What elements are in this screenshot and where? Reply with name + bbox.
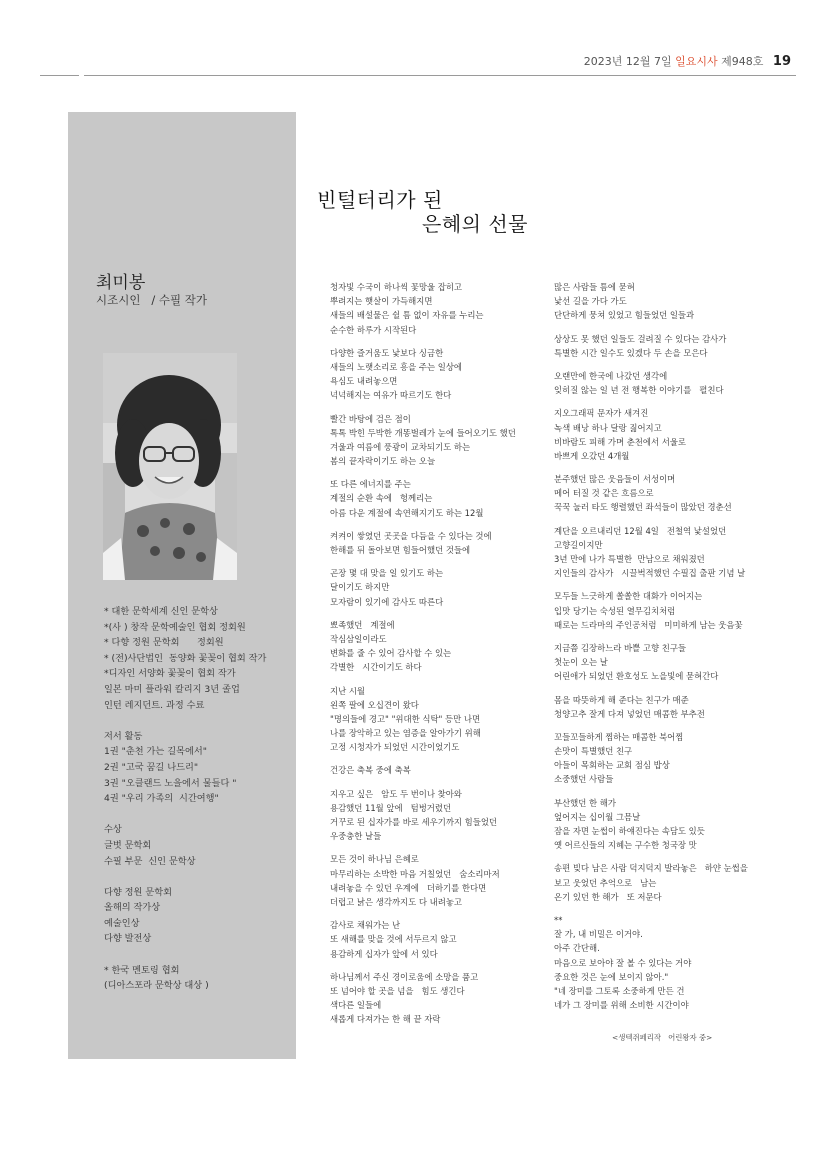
- poem-line: 중요한 것은 눈에 보이지 않아.": [554, 971, 669, 982]
- profile-line: * 대한 문학세계 신인 문학상: [104, 606, 218, 617]
- profile-line: *(사 ) 창작 문학예술인 협회 정회원: [104, 621, 246, 633]
- poem-line: 한해를 뒤 돌아보면 힘들어했던 것들에: [330, 545, 471, 555]
- poem-line: 분주했던 많은 웃음들이 서성이며: [554, 474, 676, 485]
- poem-line: 꾹꾹 눌러 타도 행렬했던 좌석들이 많았던 경춘선: [554, 502, 732, 513]
- poem-stanza: [330, 477, 535, 520]
- poem-line: 겨울과 여름에 풍광이 교차되기도 하는: [330, 441, 471, 452]
- profile-line: * 다향 정원 문학회 정회원: [104, 637, 224, 649]
- poem-stanza: [330, 280, 535, 337]
- profile-line: [104, 807, 294, 823]
- profile-line: 3권 "오클랜드 노을에서 물들다 ": [104, 777, 237, 789]
- poem-stanza: [554, 641, 764, 684]
- poem-line: 새들의 노랫소리로 흥을 주는 일상에: [330, 361, 463, 372]
- stanza-gap: [554, 397, 764, 406]
- poem-line: 소중했던 사람들: [554, 774, 614, 785]
- stanza-gap: [554, 684, 764, 693]
- poem-line: 아주 간단해.: [554, 943, 600, 954]
- poem-stanza: [330, 852, 535, 909]
- poem-line: 건강은 축복 중에 축복: [330, 765, 411, 776]
- poem-line: 켜켜이 쌓였던 곳곳을 다듬을 수 있다는 것에: [330, 530, 492, 541]
- poem-line: 또 새해를 맞을 것에 서두르지 않고: [330, 934, 457, 945]
- poem-line: 첫눈이 오는 날: [554, 657, 608, 668]
- poem-line: 빨간 바탕에 검은 점이: [330, 413, 411, 424]
- poem-stanza: [554, 406, 764, 463]
- poem-line: 아들이 목회하는 교회 점심 밥상: [554, 760, 670, 771]
- stanza-gap: [330, 961, 535, 970]
- poem-line: 잘 가, 내 비밀은 이거야.: [554, 929, 643, 940]
- issue-number: 제948호: [721, 55, 764, 68]
- profile-line: 수필 부문 신인 문학상: [104, 855, 196, 867]
- poem-line: 용감하게 십자가 앞에 서 있다: [330, 948, 438, 959]
- poem-line: 많은 사람들 틈에 묻혀: [554, 282, 635, 292]
- profile-line: 일본 마미 플라워 칼리지 3년 졸업: [104, 683, 240, 695]
- poem-stanza: [554, 472, 764, 515]
- poem-line: 모자람이 있기에 감사도 따른다: [330, 596, 444, 607]
- poem-line: 비바람도 피해 가며 춘천에서 서울로: [554, 436, 687, 447]
- poem-line: 어린애가 되었던 환호성도 노을빛에 묻혀간다: [554, 671, 719, 682]
- quote-source-caption: <생텍쥐페리작 어린왕자 중>: [612, 1033, 713, 1042]
- stanza-gap: [330, 337, 535, 346]
- poem-line: 보고 웃었던 추억으로 남는: [554, 877, 657, 888]
- stanza-gap: [330, 754, 535, 763]
- poem-line: 욕심도 내려놓으면: [330, 376, 398, 387]
- poem-line: 네가 그 장미를 위해 소비한 시간이야: [554, 1000, 689, 1011]
- poem-line: 하나님께서 주신 경이로움에 소망을 품고: [330, 971, 479, 982]
- article-title-line2: 은혜의 선물: [422, 212, 528, 236]
- poem-stanza: [330, 918, 535, 961]
- poem-line: 송편 빚다 남은 사람 덕지덕지 발라놓은 하얀 눈썹을: [554, 863, 748, 874]
- poem-line: 또 다른 에너지를 주는: [330, 479, 411, 490]
- stanza-gap: [554, 580, 764, 589]
- profile-line: * (전)사단법인 동양화 꽃꽂이 협회 작가: [104, 652, 267, 664]
- poem-line: 바쁘게 오갔던 4개월: [554, 450, 630, 461]
- stanza-gap: [554, 904, 764, 913]
- stanza-gap: [330, 520, 535, 529]
- poem-line: 온기 있던 한 해가 또 저문다: [554, 891, 662, 902]
- poem-line: 봄의 끝자락이기도 하는 오늘: [330, 456, 436, 467]
- poem-line: 3년 만에 나가 특별한 만남으로 채워졌던: [554, 554, 705, 564]
- poem-line: 계절의 순환 속에 헝께리는: [330, 493, 433, 504]
- poem-stanza: [554, 796, 764, 853]
- author-name: 최미봉: [96, 273, 146, 293]
- poem-line: 감사로 채워가는 난: [330, 920, 401, 931]
- poem-line: 뿌려지는 햇살이 가득해지면: [330, 296, 433, 307]
- stanza-gap: [554, 515, 764, 524]
- poem-line: "명의들에 경고" "위대한 식탁" 등만 나면: [330, 713, 481, 724]
- poem-line: 더럽고 낡은 생각까지도 다 내려놓고: [330, 896, 463, 907]
- poem-line: 꼬들꼬들하게 찜하는 매콤한 북어찜: [554, 731, 684, 742]
- poem-stanza: [554, 524, 764, 581]
- issue-date: 2023년 12월 7일: [583, 55, 672, 68]
- poem-line: 아름 다운 계절에 속연해지기도 하는 12월: [330, 507, 484, 518]
- profile-line: 1권 "춘천 가는 길목에서": [104, 746, 207, 758]
- poem-line: 톡톡 박힌 두박한 개똥벌레가 눈에 들어오기도 했던: [330, 427, 516, 438]
- profile-line: 2권 "고국 꿈길 나드리": [104, 761, 199, 773]
- poem-line: 특별한 시간 일수도 있겠다 두 손을 모은다: [554, 347, 708, 358]
- poem-line: 또 넘어야 할 곳을 넘을 힘도 생긴다: [330, 985, 465, 996]
- poem-line: 마무리하는 소박한 마음 거칠었던 숨소리마저: [330, 868, 500, 879]
- poem-line: 새롭게 다져가는 한 해 끝 자락: [330, 1014, 441, 1025]
- poem-line: 메어 터질 것 같은 흐름으로: [554, 488, 654, 499]
- author-portrait-icon: [103, 353, 237, 580]
- profile-line: [104, 713, 294, 729]
- poem-stanza: [554, 913, 764, 1012]
- poem-stanza: [330, 684, 535, 755]
- poem-line: 변화를 줄 수 있어 감사할 수 있는: [330, 648, 452, 659]
- stanza-gap: [554, 463, 764, 472]
- poem-stanza: [330, 412, 535, 469]
- profile-line: 글벗 문학회: [104, 839, 152, 851]
- profile-line: [104, 869, 294, 885]
- poem-stanza: [554, 730, 764, 787]
- page-number: 19: [772, 54, 791, 69]
- poem-stanza: [554, 369, 764, 397]
- profile-line: 예술인상: [104, 917, 140, 929]
- poem-line: 새들의 배설물은 쉴 틈 없이 자유를 누리는: [330, 310, 484, 321]
- poem-line: 낯선 길을 가다 가도: [554, 296, 627, 307]
- poem-stanza: [554, 332, 764, 360]
- article-title-line1: 빈털터리가 된: [317, 188, 443, 212]
- stanza-gap: [330, 843, 535, 852]
- poem-line: 곤장 몇 대 맞을 일 있기도 하는: [330, 568, 444, 579]
- header-rule-left: [40, 75, 79, 76]
- poem-line: 모두들 느긋하게 쏠쏠한 대화가 이어지는: [554, 591, 703, 602]
- poem-line: 넉넉해지는 여유가 따르기도 한다: [330, 390, 452, 401]
- poem-line: 입맛 당기는 숙성된 열무김치처럼: [554, 605, 676, 616]
- poem-line: 왼쪽 팔에 오십견이 왔다: [330, 699, 419, 710]
- poem-stanza: [554, 861, 764, 904]
- poem-line: 지인들의 감사가 시끌벅적했던 수필집 출판 기념 날: [554, 568, 746, 579]
- profile-line: 수상: [104, 824, 122, 836]
- poem-stanza: [330, 529, 535, 557]
- poem-stanza: [330, 763, 535, 777]
- poem-stanza: [330, 970, 535, 1027]
- poem-stanza: [554, 280, 764, 323]
- poem-column-left: [330, 280, 535, 1026]
- poem-line: 작심삼일이라도: [330, 633, 387, 644]
- poem-line: 지난 시월: [330, 685, 366, 696]
- poem-line: 녹색 배낭 하나 달랑 짊어지고: [554, 422, 662, 433]
- poem-line: 각별한 시간이기도 하다: [330, 662, 422, 673]
- poem-stanza: [554, 693, 764, 721]
- profile-line: 다향 정원 문학회: [104, 886, 172, 898]
- stanza-gap: [330, 468, 535, 477]
- profile-line: 4권 "우리 가족의 시간여행": [104, 793, 219, 805]
- poem-line: 용감했던 11월 앞에 텀벙거렸던: [330, 802, 452, 813]
- stanza-gap: [554, 852, 764, 861]
- poem-stanza: [330, 566, 535, 609]
- poem-line: 모든 것이 하나님 은혜로: [330, 854, 419, 865]
- poem-line: 우중충한 날들: [330, 831, 382, 842]
- stanza-gap: [554, 360, 764, 369]
- poem-stanza: [330, 346, 535, 403]
- stanza-gap: [330, 778, 535, 787]
- poem-stanza: [554, 589, 764, 632]
- poem-line: 청자빛 수국이 하나씩 꽃망울 잡히고: [330, 282, 463, 292]
- poem-line: 단단하게 뭉쳐 있었고 힘들었던 일들과: [554, 310, 695, 321]
- poem-line: 몸을 따뜻하게 해 준다는 친구가 매준: [554, 694, 689, 705]
- stanza-gap: [554, 721, 764, 730]
- poem-line: 순수한 하루가 시작된다: [330, 324, 417, 335]
- profile-line: [104, 947, 294, 963]
- poem-line: 고정 시청자가 되었던 시간이었기도: [330, 742, 460, 753]
- poem-line: 마음으로 보아야 잘 볼 수 있다는 거야: [554, 957, 692, 968]
- stanza-gap: [554, 323, 764, 332]
- poem-line: 고향길이지만: [554, 539, 603, 550]
- poem-line: 엎어지는 십이월 그믐날: [554, 811, 641, 822]
- poem-line: 달이기도 하지만: [330, 582, 390, 593]
- poem-line: 다양한 즐거움도 낯보다 싱금한: [330, 347, 444, 358]
- profile-line: 다향 발전상: [104, 933, 152, 945]
- poem-line: 잠을 자면 눈썹이 하얘진다는 속담도 있듯: [554, 826, 705, 836]
- poem-line: 내려놓을 수 있던 우계에 더하기를 한다면: [330, 882, 487, 893]
- stanza-gap: [330, 609, 535, 618]
- poem-line: 옛 어르신들의 지혜는 구수한 청국장 맛: [554, 840, 697, 851]
- stanza-gap: [554, 787, 764, 796]
- poem-line: 거꾸로 된 십자가를 바로 세우기까지 힘들었던: [330, 817, 498, 827]
- author-photo: [103, 353, 237, 580]
- newspaper-brand: 일요시사: [675, 55, 718, 68]
- poem-stanza: [330, 618, 535, 675]
- stanza-gap: [554, 632, 764, 641]
- profile-line: * 한국 멘토링 협회: [104, 964, 180, 976]
- poem-line: 오랜만에 한국에 나갔던 생각에: [554, 370, 668, 381]
- author-role: 시조시인 / 수필 작가: [96, 293, 208, 307]
- poem-line: 지금쯤 김장하느라 바쁠 고향 친구들: [554, 642, 687, 653]
- stanza-gap: [330, 675, 535, 684]
- stanza-gap: [330, 557, 535, 566]
- poem-line: 때로는 드라마의 주인공처럼 미미하게 남는 웃음꽃: [554, 619, 743, 630]
- poem-line: 잊히질 않는 일 년 전 행복한 이야기를 펼친다: [554, 385, 724, 396]
- poem-line: "네 장미를 그토록 소중하게 만든 건: [554, 985, 685, 996]
- profile-line: *디자인 서양화 꽃꽂이 협회 작가: [104, 668, 236, 680]
- profile-line: (디아스포라 문학상 대상 ): [104, 980, 209, 992]
- poem-line: 뾰족했던 계절에: [330, 619, 395, 630]
- poem-line: 색다른 일들에: [330, 1000, 382, 1011]
- poem-line: 상상도 못 했던 일들도 걸려질 수 있다는 감사가: [554, 333, 727, 344]
- poem-column-right: [554, 280, 764, 1012]
- profile-line: 인턴 레지던트. 과정 수료: [104, 699, 205, 711]
- poem-line: 손맛이 특별했던 친구: [554, 746, 633, 757]
- poem-line: 계단을 오르내리던 12월 4일 전철역 낯설었던: [554, 525, 727, 536]
- poem-line: 청양고추 잘게 다져 넣었던 매콤한 부추전: [554, 708, 705, 719]
- poem-line: **: [554, 914, 563, 925]
- poem-line: 나를 장악하고 있는 염증을 알아가기 위해: [330, 728, 481, 739]
- poem-line: 지우고 싶은 암도 두 번이나 찾아와: [330, 788, 462, 799]
- stanza-gap: [330, 403, 535, 412]
- page-header: [584, 53, 791, 69]
- profile-line: 저서 활동: [104, 730, 143, 742]
- header-rule: [84, 75, 796, 76]
- poem-line: 지오그래픽 문자가 새겨진: [554, 408, 649, 419]
- profile-line: 올해의 작가상: [104, 902, 161, 914]
- poem-line: 부산했던 한 해가: [554, 797, 616, 808]
- author-profile: [104, 604, 294, 994]
- poem-stanza: [330, 787, 535, 844]
- stanza-gap: [330, 909, 535, 918]
